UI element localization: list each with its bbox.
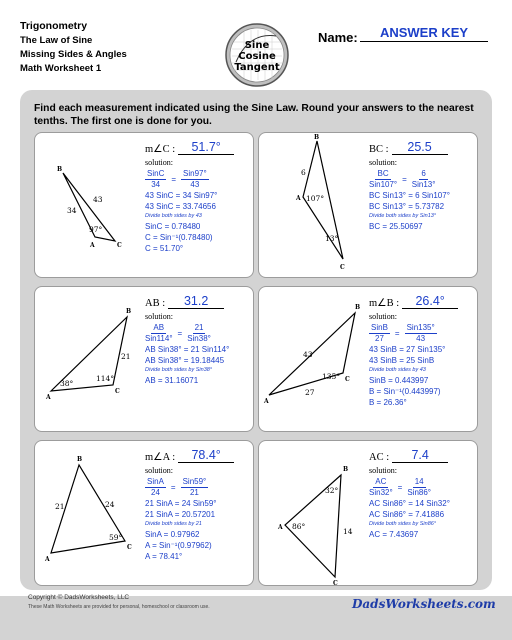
name-field[interactable]: ANSWER KEY [360,25,488,42]
solution-label: solution: [145,466,174,475]
fraction-denominator: 27 [375,334,384,343]
solution-step: B = 26.36° [369,398,407,407]
worksheet-topic: The Law of Sine [20,35,93,46]
vertex-label: B [126,308,132,315]
triangle-figure-5 [35,441,145,586]
instructions: Find each measurement indicated using the Sine Law. Round your answers to the nearest tenths. The first one is done for you. [34,103,474,127]
answer-field[interactable]: 78.4° [178,448,234,463]
solution-step: BC Sin13° = 5.73782 [369,202,445,211]
vertex-label: A [45,556,50,563]
fraction-numerator: BC [377,169,389,178]
vertex-label: A [296,195,301,202]
question-label: m∠A : [145,452,176,463]
vertex-label: B [57,166,63,173]
vertex-label: C [340,264,345,271]
fraction-denominator: Sin114° [145,334,173,343]
vertex-label: A [90,242,95,249]
solution-step: BC Sin13° = 6 Sin107° [369,191,450,200]
fraction-numerator: SinA [147,477,164,486]
proportion: $\frac{\text{SinC}}{34}$ = $\frac{\text{Sin97°}}{43}$ [147,169,207,189]
question-label: AB : [145,298,166,309]
problem-card-5 [34,440,254,586]
answer-field[interactable]: 25.5 [392,140,448,155]
logo-text-tangent: Tangent [234,62,280,73]
brand-logo[interactable]: DadsWorksheets.com [352,597,496,611]
worksheet-number: Math Worksheet 1 [20,63,102,74]
solution-note: Divide both sides by 43 [369,367,426,373]
solution-step: 21 SinA = 20.57201 [145,510,216,519]
triangle-figure-6 [259,441,369,586]
fraction-denominator: 34 [151,180,161,189]
vertex-label: C [117,242,122,249]
fraction-numerator: Sin97° [183,169,207,178]
solution-step: AC Sin86° = 7.41886 [369,510,445,519]
solution-note: Divide both sides by Sin38° [145,367,213,373]
proportion: $\frac{AB}{\text{Sin114°}}$ = $\frac{21}{\text{Sin38°}}$ [145,323,211,343]
solution-6 [369,447,477,540]
angle-label: 114° [96,374,115,383]
vertex-label: B [343,466,349,473]
fraction-denominator: 43 [190,180,200,189]
fraction-numerator: Sin135° [406,323,435,332]
side-label: 43 [303,350,313,359]
solution-step: SinA = 0.97962 [145,530,200,539]
side-label: 6 [301,168,306,177]
fraction-numerator: 21 [194,323,204,332]
side-label: 24 [105,500,115,509]
solution-step: SinC = 0.78480 [145,222,201,231]
fraction-denominator: Sin107° [369,180,398,189]
side-label: 21 [55,502,65,511]
fraction-numerator: SinB [371,323,388,332]
proportion: $\frac{BC}{\text{Sin107°}}$ = $\frac{6}{\text{Sin13°}}$ [369,169,436,189]
fraction-denominator: 24 [151,488,160,497]
solution-step: A = 78.41° [145,552,183,561]
solution-step: 43 SinB = 27 Sin135° [369,345,446,354]
question-label: AC : [369,452,390,463]
solution-step: AB Sin38° = 21 Sin114° [145,345,230,354]
triangle-figure-3 [35,287,145,432]
solution-step: BC = 25.50697 [369,222,423,231]
vertex-label: C [333,580,338,587]
angle-label: 97° [89,225,103,234]
answer-field[interactable]: 7.4 [392,448,448,463]
proportion: $\frac{AC}{\text{Sin32°}}$ = $\frac{14}{\text{Sin86°}}$ [369,477,432,497]
triangle-figure-4 [259,287,369,432]
vertex-label: B [314,134,320,141]
sine-cosine-tangent-logo [224,22,290,88]
angle-label: 38° [60,379,74,388]
vertex-label: C [115,388,120,395]
solution-3 [145,293,253,386]
solution-step: C = Sin⁻¹(0.78480) [145,233,213,242]
vertex-label: A [278,524,283,531]
solution-note: Divide both sides by Sin86° [369,521,437,527]
solution-step: 43 SinC = 33.74656 [145,202,216,211]
problem-card-4 [258,286,478,432]
angle-label: 13° [325,234,339,243]
solution-step: 43 SinB = 25 SinB [369,356,435,365]
answer-field[interactable]: 51.7° [178,140,234,155]
solution-1 [145,139,253,254]
angle-label: 86° [292,522,306,531]
solution-label: solution: [369,312,398,321]
fraction-denominator: Sin13° [411,180,436,189]
worksheet-subtopic: Missing Sides & Angles [20,49,127,60]
fraction-denominator: Sin38° [187,334,211,343]
solution-step: AB = 31.16071 [145,376,199,385]
problem-card-3 [34,286,254,432]
solution-step: AC = 7.43697 [369,530,419,539]
solution-label: solution: [369,158,398,167]
solution-note: Divide both sides by Sin13° [369,213,437,219]
copyright-text: Copyright © DadsWorksheets, LLC [28,594,130,601]
usage-notice: These Math Worksheets are provided for personal, homeschool or classroom use. [28,604,210,610]
solution-step: 21 SinA = 24 Sin59° [145,499,217,508]
proportion: $\frac{\text{SinB}}{27}$ = $\frac{\text{Sin135°}}{43}$ [371,323,435,343]
solution-step: AC Sin86° = 14 Sin32° [369,499,450,508]
fraction-numerator: SinC [147,169,165,178]
problem-card-6 [258,440,478,586]
fraction-numerator: AB [153,323,165,332]
solution-2 [369,139,477,232]
vertex-label: A [46,394,51,401]
vertex-label: C [345,376,350,383]
solution-step: 43 SinC = 34 Sin97° [145,191,218,200]
fraction-numerator: 6 [421,169,426,178]
fraction-numerator: Sin59° [182,477,207,486]
vertex-label: C [127,544,132,551]
question-label: m∠B : [369,298,400,309]
logo-text-sine: Sine [244,40,270,51]
solution-4 [369,293,477,408]
solution-step: B = Sin⁻¹(0.443997) [369,387,441,396]
worksheet-subject: Trigonometry [20,20,88,32]
solution-step: C = 51.70° [145,244,184,253]
problem-card-2 [258,132,478,278]
solution-label: solution: [369,466,398,475]
solution-label: solution: [145,312,174,321]
logo-text-cosine: Cosine [238,51,276,62]
answer-field[interactable]: 26.4° [402,294,458,309]
question-label: m∠C : [145,144,176,155]
side-label: 43 [93,195,103,204]
angle-label: 135° [322,372,341,381]
proportion: $\frac{\text{SinA}}{24}$ = $\frac{\text{Sin59°}}{21}$ [147,477,207,497]
side-label: 34 [67,206,77,215]
triangle-figure-1 [35,133,145,278]
vertex-label: A [264,398,269,405]
fraction-denominator: 43 [416,334,426,343]
side-label: 14 [343,527,353,536]
angle-label: 107° [306,194,325,203]
solution-step: AB Sin38° = 19.18445 [145,356,225,365]
angle-label: 32° [325,486,339,495]
solution-step: A = Sin⁻¹(0.97962) [145,541,212,550]
question-label: BC : [369,144,389,155]
fraction-denominator: 21 [189,488,199,497]
vertex-label: B [77,456,83,463]
solution-note: Divide both sides by 43 [145,213,202,219]
vertex-label: B [355,304,361,311]
solution-label: solution: [145,158,174,167]
fraction-numerator: 14 [414,477,424,486]
angle-label: 59° [109,533,123,542]
fraction-denominator: Sin32° [369,488,393,497]
solution-note: Divide both sides by 21 [145,521,202,527]
solution-5 [145,447,253,562]
name-label: Name: [318,30,358,45]
triangle-figure-2 [259,133,369,278]
problem-card-1 [34,132,254,278]
fraction-numerator: AC [375,477,387,486]
side-label: 21 [121,352,131,361]
solution-step: SinB = 0.443997 [369,376,429,385]
answer-field[interactable]: 31.2 [168,294,224,309]
side-label: 27 [305,388,315,397]
fraction-denominator: Sin86° [407,488,432,497]
